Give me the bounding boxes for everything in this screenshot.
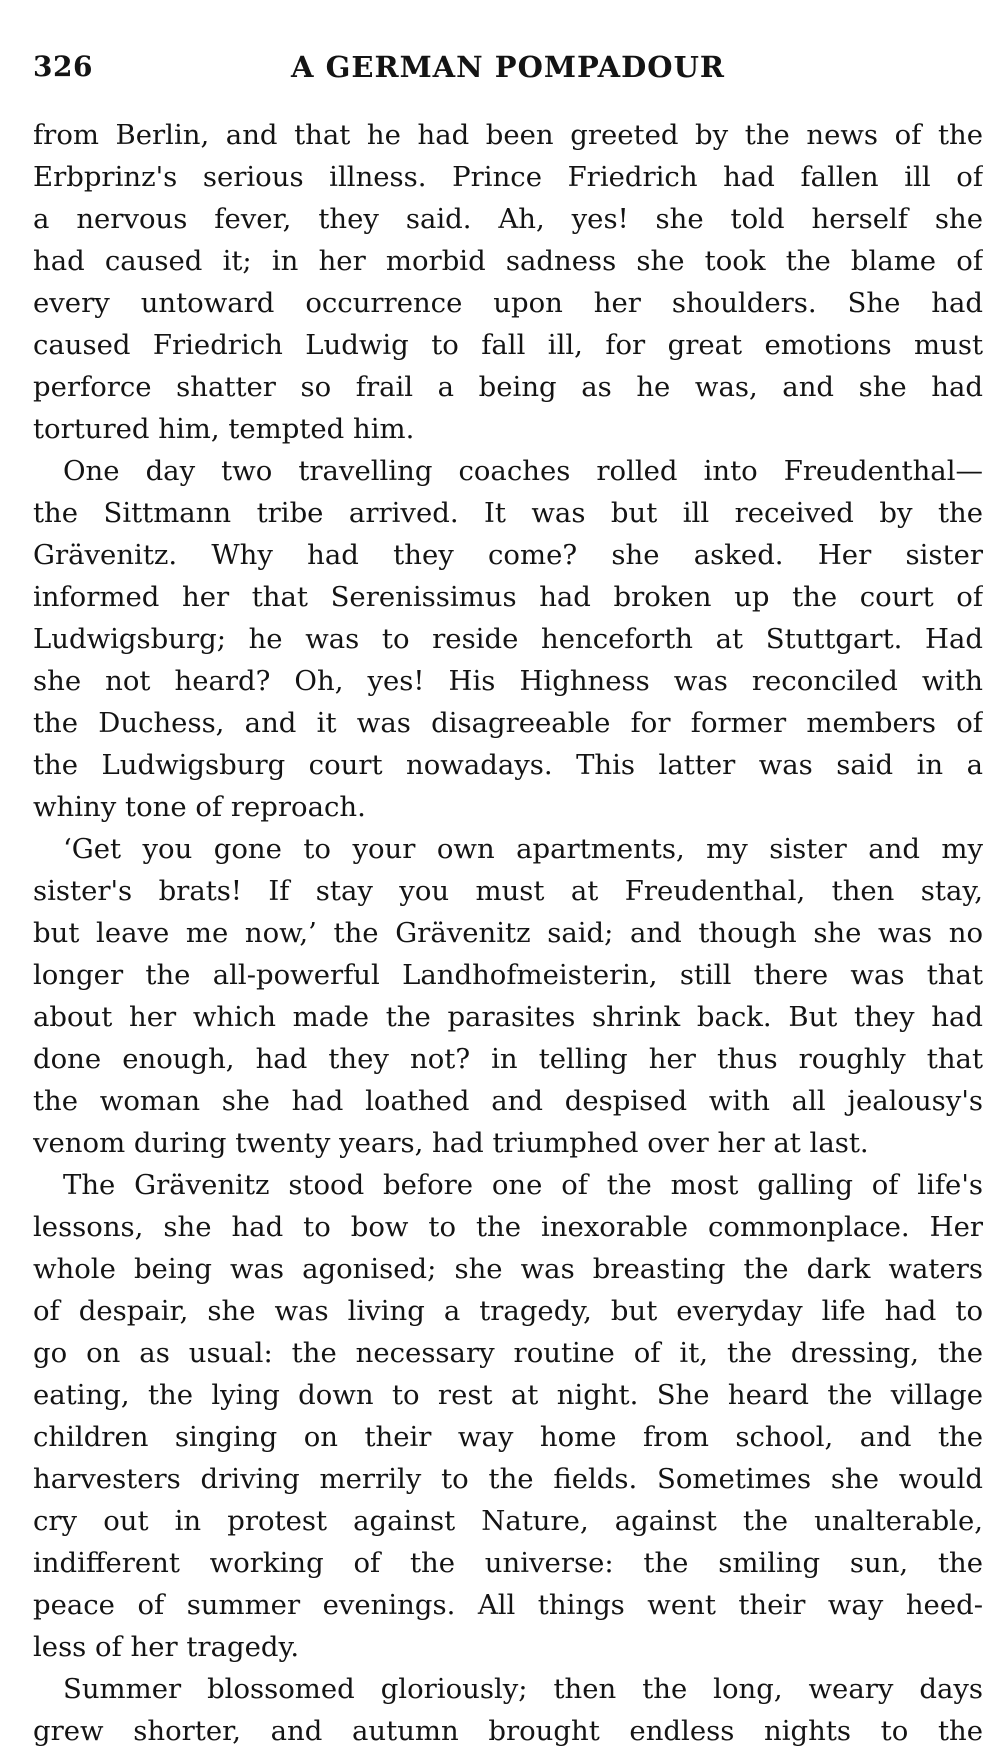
text-line: had caused it; in her morbid sadness she took the blame of (33, 245, 983, 277)
text-line: informed her that Serenissimus had broken up the court of (33, 581, 983, 613)
book-page (33, 42, 983, 1752)
page-header (33, 42, 983, 102)
text-line: a nervous fever, they said. Ah, yes! she told herself she (33, 203, 983, 235)
text-line: of despair, she was living a tragedy, but everyday life had to (33, 1295, 983, 1327)
text-line: tortured him, tempted him. (33, 413, 415, 445)
text-line: every untoward occurrence upon her shoulders. She had (33, 287, 983, 319)
text-line: caused Friedrich Ludwig to fall ill, for great emotions must (33, 329, 983, 361)
text-line: Erbprinz's serious illness. Prince Friedrich had fallen ill of (33, 161, 983, 193)
text-line: whole being was agonised; she was breasting the dark waters (33, 1253, 983, 1285)
text-line: children singing on their way home from school, and the (33, 1421, 983, 1453)
text-line: sister's brats! If stay you must at Freudenthal, then stay, (33, 875, 983, 907)
text-line: perforce shatter so frail a being as he was, and she had (33, 371, 983, 403)
body-text (33, 114, 983, 1752)
text-line: venom during twenty years, had triumphed over her at last. (33, 1127, 869, 1159)
text-line: The Grävenitz stood before one of the most galling of life's (63, 1169, 983, 1201)
text-line: grew shorter, and autumn brought endless nights to the (33, 1715, 983, 1747)
text-line: lessons, she had to bow to the inexorable commonplace. Her (33, 1211, 983, 1243)
text-line: cry out in protest against Nature, against the unalterable, (33, 1505, 983, 1537)
text-line: indifferent working of the universe: the smiling sun, the (33, 1547, 983, 1579)
running-title: A GERMAN POMPADOUR (291, 50, 725, 84)
text-line: she not heard? Oh, yes! His Highness was reconciled with (33, 665, 983, 697)
text-line: done enough, had they not? in telling her thus roughly that (33, 1043, 983, 1075)
text-line: eating, the lying down to rest at night. She heard the village (33, 1379, 983, 1411)
text-line: Summer blossomed gloriously; then the long, weary days (63, 1673, 983, 1705)
text-line: the Ludwigsburg court nowadays. This latter was said in a (33, 749, 983, 781)
text-line: peace of summer evenings. All things went their way heed- (33, 1589, 983, 1621)
text-line: Grävenitz. Why had they come? she asked. Her sister (33, 539, 983, 571)
text-line: the Duchess, and it was disagreeable for former members of (33, 707, 983, 739)
text-line: go on as usual: the necessary routine of it, the dressing, the (33, 1337, 983, 1369)
text-line: less of her tragedy. (33, 1631, 300, 1663)
text-line: One day two travelling coaches rolled into Freudenthal— (63, 455, 983, 487)
text-line: harvesters driving merrily to the fields. Sometimes she would (33, 1463, 983, 1495)
text-line: about her which made the parasites shrink back. But they had (33, 1001, 983, 1033)
text-line: Ludwigsburg; he was to reside henceforth at Stuttgart. Had (33, 623, 983, 655)
text-line: ‘Get you gone to your own apartments, my sister and my (63, 833, 983, 865)
text-line: from Berlin, and that he had been greeted by the news of the (33, 119, 983, 151)
text-line: the Sittmann tribe arrived. It was but ill received by the (33, 497, 983, 529)
text-line: longer the all-powerful Landhofmeisterin, still there was that (33, 959, 983, 991)
text-line: whiny tone of reproach. (33, 791, 366, 823)
page-number: 326 (33, 50, 93, 83)
text-line: the woman she had loathed and despised with all jealousy's (33, 1085, 983, 1117)
text-line: but leave me now,’ the Grävenitz said; and though she was no (33, 917, 983, 949)
